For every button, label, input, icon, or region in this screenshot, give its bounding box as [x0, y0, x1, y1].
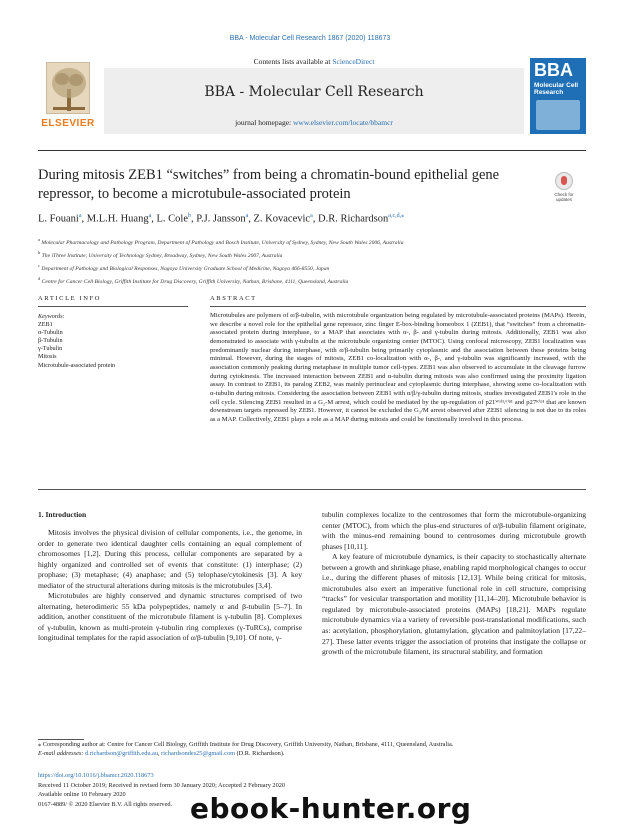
running-head[interactable]: BBA - Molecular Cell Research 1867 (2020) 118673	[229, 35, 391, 42]
contents-prefix: Contents lists available at	[253, 57, 331, 66]
author-name[interactable]: M.L.H. Huang	[86, 213, 149, 225]
author-name[interactable]: L. Fouani	[38, 213, 79, 225]
article-info-rule	[38, 306, 188, 307]
keyword-item: ZEB1	[38, 321, 53, 329]
affiliation-item: $^d$ Centre for Cancer Cell Biology, Griffith Institute for Drug Discovery, Griffith University, Nathan, Brisbane, 4111, Queensland, Australia	[38, 275, 349, 285]
abstract-text: Microtubules are polymers of α/β-tubulin, with microtubule organization being regulated by microtubule-associated proteins (MAPs). Herein, we describe a novel role for the epithelial gene repressor, zinc finger E-box-binding homeobox 1 (ZEB1), that “switches” from a chromatin-associated protein during interphase, to a MAP that associates with α-, β- and γ-tubulin during mitosis. Additionally, ZEB1 was also demonstrated to associate with γ-tubulin at the microtubule organizing center (MTOC). Using confocal microscopy, ZEB1 localization was predominantly nuclear during interphase, with α/β-tubulin being primarily cytoplasmic and the association between these proteins being minimal. However, during the stages of mitosis, ZEB1 co-localization with α-, β-, and γ-tubulin was significantly increased, with the association commonly peaking during metaphase in multiple tumor cell-types. ZEB1 was also observed to accumulate in the cleavage furrow during cytokinesis. The increased interaction between ZEB1 and α-tubulin during mitosis was also confirmed using the proximity ligation assay. In contrast to ZEB1, its paralog ZEB2, was mainly perinuclear and cytoplasmic during interphase, showing some co-localization with α-tubulin during mitosis. Considering the association between ZEB1 with α/β/γ-tubulin during mitosis, studies investigated ZEB1's role in the cell cycle. Silencing ZEB1 resulted in a G₂-M arrest, which could be mediated by the up-regulation of p21ᵂᵃᶠ¹/ᶜⁱᵖ¹ and p27ᴷⁱᵖ¹ that are known downstream targets repressed by ZEB1. However, it cannot be excluded the G₂/M arrest observed after ZEB1 silencing is not due to its roles as a MAP. Collectively, ZEB1 plays a role as a MAP during mitosis and could be functionally involved in this process.	[210, 312, 586, 423]
online-date: Available online 10 February 2020	[38, 791, 126, 799]
affiliation-item: $^b$ The iThree Institute, University of Technology Sydney, Broadway, Sydney, New South Wales 2007, Australia	[38, 249, 283, 259]
sciencedirect-link[interactable]: ScienceDirect	[332, 57, 375, 66]
body-paragraph: A key feature of microtubule dynamics, is their capacity to stochastically alternate between a growth and shrinkage phase, enabling rapid morphological changes to occur i.e., during the different phases of mitosis [12,13]. While being critical for mitosis, microtubules also exert an imperative functional role in cell structure, comprising “tracks” for vesicular transportation and motility [11,14–20]. Microtubule behavior is regulated by microtubule-associated proteins (MAPs) [18,21]. MAPs regulate microtubule dynamics via a variety of reversible post-translational modifications, such as: acetylation, phosphorylation, glutamylation, glycation and palmitoylation [17,22–27]. These latter events trigger the association of proteins that instigate the collapse or growth of the microtubule filament, its structural stability, and formation	[322, 552, 587, 657]
journal-masthead	[38, 58, 586, 138]
body-column-right	[322, 510, 586, 658]
keyword-item: γ-Tubulin	[38, 345, 63, 353]
author-name[interactable]: Z. Kovacevic	[253, 213, 311, 225]
abstract-heading: ABSTRACT	[210, 295, 257, 302]
footnote-rule	[38, 739, 84, 740]
affiliation-item: $^a$ Molecular Pharmacology and Pathology Program, Department of Pathology and Bosch Institute, University of Sydney, Sydney, New South Wales 2006, Australia	[38, 237, 404, 246]
elsevier-tree-icon	[46, 62, 90, 114]
corresponding-author-text: ⁎ Corresponding author at: Centre for Cancer Cell Biology, Griffith Institute for Drug Discovery, Griffith University, Nathan, Brisbane, 4111, Queensland, Australia.	[38, 741, 454, 748]
journal-header-box	[104, 58, 524, 134]
body-column-left	[38, 528, 302, 644]
check-for-updates-icon	[555, 172, 573, 190]
elsevier-logo	[38, 62, 98, 134]
journal-homepage-link[interactable]: www.elsevier.com/locate/bbamcr	[293, 118, 393, 127]
affiliation-item: $^c$ Department of Pathology and Biological Responses, Nagoya University Graduate School of Medicine, Nagoya 466-8550, Japan	[38, 262, 330, 272]
body-paragraph: Microtubules are highly conserved and dynamic structures comprised of two alternating, heterodimeric 55 kDa polypeptides, namely α and β-tubulin [5–7]. In addition, another constituent of the microtubule filament is γ-tubulin [8]. Complexes of γ-tubulin, known as multi-protein γ-tubulin ring complexes (γ-TuRCs), comprise longitudinal templates for the rapid association of α/β-tubulin [9,10]. Of note, γ-	[38, 591, 302, 643]
author-name[interactable]: D.R. Richardson	[317, 213, 389, 225]
check-for-updates-label: Check for updates	[554, 192, 574, 202]
keywords-label: Keywords:	[38, 313, 65, 320]
cover-title: BBA	[534, 60, 573, 80]
author-name[interactable]: P.J. Jansson	[196, 213, 246, 225]
email-link[interactable]: richardsondes25@gmail.com	[161, 749, 235, 757]
author-name[interactable]: L. Cole	[156, 213, 189, 225]
affiliations	[38, 235, 586, 286]
body-paragraph: tubulin complexes localize to the centrosomes that form the microtubule-organizing center (MTOC), from which the plus-end structures of α/β-tubulin filament originate, with the minus-end remaining bound to centrosomes during microtubule growth phases [10,11].	[322, 510, 586, 551]
journal-title: BBA - Molecular Cell Research	[204, 84, 424, 100]
keyword-item: Mitosis	[38, 353, 57, 361]
keywords-list	[38, 313, 188, 370]
body-paragraph: Mitosis involves the physical division of cellular components, i.e., the genome, in order to generate two identical daughter cells containing an equal complement of chromosomes [1,2]. During this process, cellular components are separated by a highly organized and controlled set of events that constitute: (1) interphase; (2) prophase; (3) metaphase; (4) anaphase; and (5) telophase/cytokinesis [3]. A key mediator of the structural alterations during mitosis is the microtubules [3,4].	[38, 528, 302, 590]
corresponding-author-footnote	[38, 741, 586, 758]
author-affiliation-sup[interactable]: a,c,d,⁎	[388, 213, 405, 219]
doi-link[interactable]: https://doi.org/10.1016/j.bbamcr.2020.118673	[38, 772, 154, 779]
watermark-text: ebook-hunter.org	[190, 792, 472, 825]
keyword-item: α-Tubulin	[38, 329, 63, 337]
article-title: During mitosis ZEB1 “switches” from being a chromatin-bound epithelial gene repressor, to become a microtubule-associated protein	[38, 167, 500, 202]
cover-artwork	[536, 100, 580, 130]
homepage-prefix: journal homepage:	[235, 118, 292, 127]
copyright-line: 0167-4889/ © 2020 Elsevier B.V. All rights reserved.	[38, 801, 173, 809]
journal-cover-thumbnail	[530, 58, 586, 134]
email-suffix: (D.R. Richardson).	[236, 749, 285, 757]
author-affiliation-sup[interactable]: a	[245, 213, 249, 219]
author-affiliation-sup[interactable]: a	[148, 213, 152, 219]
header-rule	[38, 150, 586, 151]
contents-line	[104, 57, 524, 68]
email-line: E-mail addresses: d.richardson@griffith.edu.au, richardsondes25@gmail.com (D.R. Richardson).	[38, 749, 285, 757]
author-affiliation-sup[interactable]: a	[310, 213, 313, 219]
elsevier-wordmark: ELSEVIER	[41, 118, 95, 129]
email-link[interactable]: d.richardson@griffith.edu.au	[85, 749, 159, 757]
article-history: Received 11 October 2019; Received in revised form 30 January 2020; Accepted 2 February 2020	[38, 781, 286, 789]
introduction-heading: 1. Introduction	[38, 510, 87, 519]
abstract-rule	[210, 306, 586, 307]
keyword-item: β-Tubulin	[38, 337, 63, 345]
article-info-heading: ARTICLE INFO	[38, 295, 102, 302]
homepage-line	[104, 118, 524, 127]
abstract-bottom-rule	[38, 489, 586, 490]
check-for-updates-badge[interactable]	[551, 172, 577, 202]
author-list: L. Fouani$^a$, M.L.H. Huang$^a$, L. Cole$^b$, P.J. Jansson$^a$, Z. Kovacevic$^a$, D.R. Richardson$^{a,c,d,⁎}$	[38, 213, 405, 225]
author-affiliation-sup[interactable]: b	[188, 213, 192, 219]
cover-subtitle: Molecular Cell Research	[534, 82, 579, 96]
keyword-item: Microtubule-associated protein	[38, 361, 116, 369]
abstract-body	[210, 312, 586, 425]
author-affiliation-sup[interactable]: a	[78, 213, 82, 219]
email-label: E-mail addresses:	[38, 749, 84, 757]
